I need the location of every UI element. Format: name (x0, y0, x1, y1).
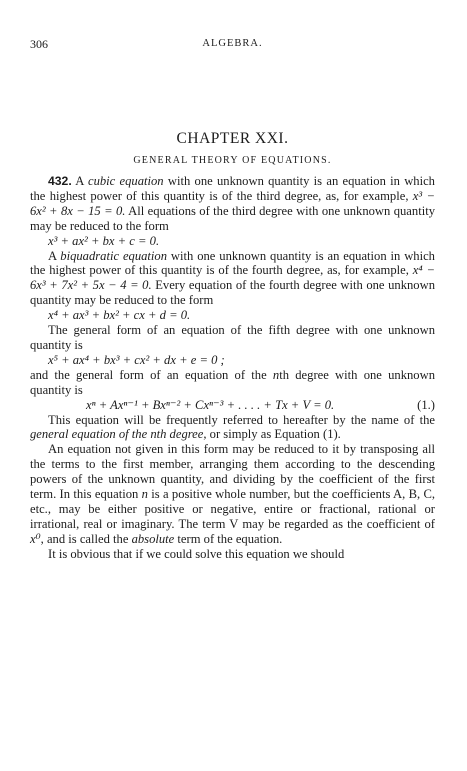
paragraph-biquadratic (30, 249, 435, 309)
paragraph-general-equation (30, 413, 435, 443)
chapter-title: CHAPTER XXI. (176, 130, 289, 147)
text-run: with one unknown quantity is an equation in which the highest power of this quantity is of the fourth degree, as, for example, (30, 248, 435, 278)
text-run: is a positive whole number, but the coefficients A, B, C, etc., may be either positive or negative, entire or fractional, rational or irrational, real or imaginary. The term V may be regarded as the coefficient of (30, 487, 435, 531)
text-run: This equation will be frequently referred to hereafter by the name of the (48, 412, 435, 427)
example-equation: x³ − 6x² + 8x − 15 = 0. (30, 188, 435, 218)
variable-n: n (272, 367, 280, 382)
text-run: An equation not given in this form may be reduced to it by transposing all the terms to the first member, arranging them according to the descending powers of the unknown quantity, and dividing by the coefficient of the first term. In this equation (30, 442, 435, 502)
text-run: term of the equation. (174, 531, 283, 546)
paragraph-reduction (30, 442, 435, 546)
equation-number: (1.) (417, 397, 435, 412)
paragraph-cubic (30, 174, 435, 234)
text-run: or simply as Equation (1). (206, 427, 341, 442)
paragraph-nth-degree (30, 368, 435, 398)
term-general-equation: general equation of the nth degree, (30, 427, 207, 442)
page-number: 306 (30, 37, 48, 51)
chapter-subtitle: GENERAL THEORY OF EQUATIONS. (133, 155, 332, 166)
text-run: , and is called the (40, 531, 132, 546)
term-cubic-equation: cubic equation (87, 174, 164, 188)
equation-cubic-form: x³ + ax² + bx + c = 0. (48, 233, 160, 248)
text-run: A (71, 174, 88, 188)
text-run: Every equation of the fourth degree with one unknown quantity may be reduced to the form (30, 278, 435, 308)
variable-x0: x⁰ (30, 531, 41, 546)
page-body (30, 174, 435, 562)
equation-fifth-degree: x⁵ + ax⁴ + bx³ + cx² + dx + e = 0 ; (48, 352, 225, 367)
running-title: ALGEBRA. (202, 38, 263, 49)
paragraph-conclusion: It is obvious that if we could solve this equation we should (48, 546, 345, 561)
equation-formula: xⁿ + Axⁿ⁻¹ + Bxⁿ⁻² + Cxⁿ⁻³ + . . . . + Tx + V = 0. (86, 397, 335, 412)
variable-n: n (141, 487, 148, 502)
text-run: A (48, 248, 61, 263)
paragraph-fifth-degree: The general form of an equation of the fifth degree with one unknown quantity is (30, 323, 435, 352)
text-run: th degree with one unknown quantity is (30, 367, 435, 397)
term-absolute: absolute (131, 531, 175, 546)
text-run: All equations of the third degree with one unknown quantity may be reduced to the form (30, 203, 435, 233)
section-number: 432. (48, 174, 72, 188)
text-run: and the general form of an equation of the (30, 367, 273, 382)
equation-general-nth (30, 398, 435, 413)
example-equation: x⁴ − 6x³ + 7x² + 5x − 4 = 0. (30, 263, 435, 293)
equation-biquadratic-form: x⁴ + ax³ + bx² + cx + d = 0. (48, 308, 191, 323)
text-run: with one unknown quantity is an equation in which the highest power of this quantity is of the third degree, as, for example, (30, 174, 435, 203)
term-biquadratic-equation: biquadratic equation (60, 248, 168, 263)
